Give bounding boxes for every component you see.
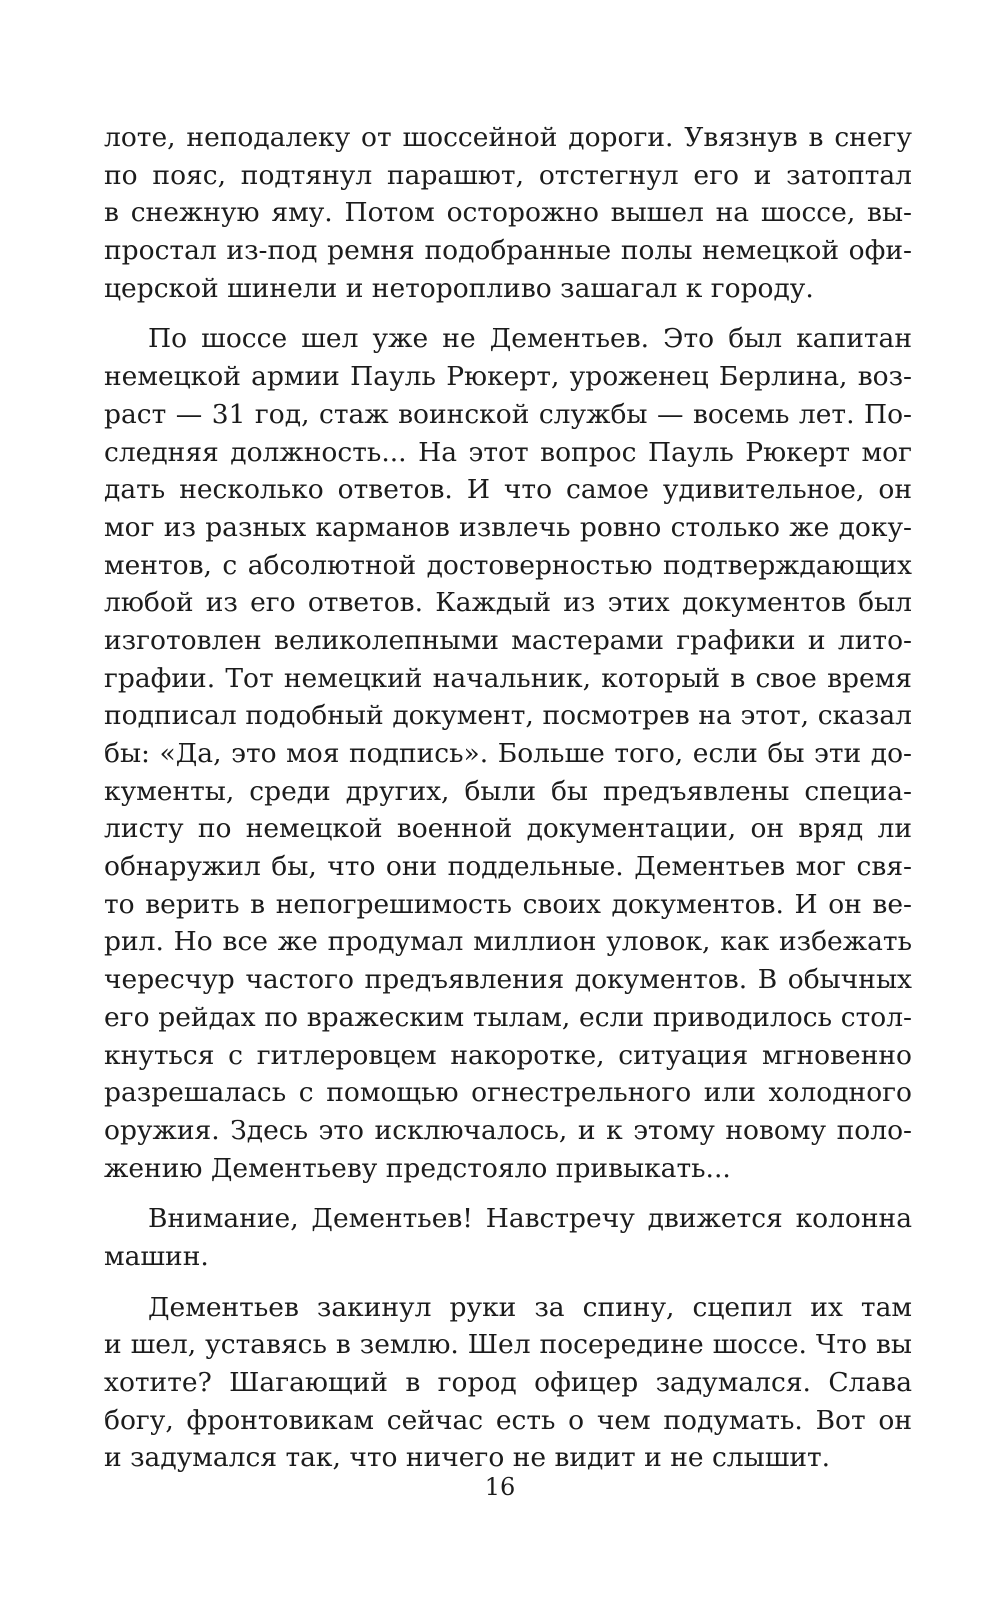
text-line: жению Дементьеву предстояло привыкать... [104,1152,731,1184]
text-line: изготовлен великолепными мастерами графики и лито- [104,624,912,656]
text-line: Внимание, Дементьев! Навстречу движется колонна [148,1203,912,1235]
page-number: 16 [484,1473,516,1501]
text-line: разрешалась с помощью огнестрельного или холодного [104,1077,912,1109]
text-line: ментов, с абсолютной достоверностью подтверждающих [104,549,912,581]
text-line: кументы, среди других, были бы предъявлены специа- [104,775,912,807]
text-line: Дементьев закинул руки за спину, сцепил их там [148,1291,912,1323]
text-line: листу по немецкой военной документации, он вряд ли [104,813,912,845]
text-line: хотите? Шагающий в город офицер задумался. Слава [104,1367,912,1398]
text-line: рил. Но все же продумал миллион уловок, как избежать [104,926,912,958]
text-line: следняя должность... На этот вопрос Пауль Рюкерт мог [104,436,912,468]
text-line: то верить в непогрешимость своих документов. И он ве- [104,888,912,920]
text-line: раст — 31 год, стаж воинской службы — восемь лет. По- [104,398,912,430]
text-line: и задумался так, что ничего не видит и не слышит. [104,1442,831,1474]
text-line: бы: «Да, это моя подпись». Больше того, если бы эти до- [104,738,912,769]
text-line: графии. Тот немецкий начальник, который в свое время [104,662,912,694]
text-line: и шел, уставясь в землю. Шел посередине шоссе. Что вы [104,1329,912,1361]
text-line: любой из его ответов. Каждый из этих документов был [104,587,912,619]
text-line: богу, фронтовикам сейчас есть о чем подумать. Вот он [104,1404,912,1436]
text-line: мог из разных карманов извлечь ровно столько же доку- [104,511,912,543]
text-line: немецкой армии Пауль Рюкерт, уроженец Берлина, воз- [104,361,912,393]
text-line: подписал подобный документ, посмотрев на этот, сказал [104,700,912,732]
text-line: по пояс, подтянул парашют, отстегнул его и затоптал [104,159,912,191]
text-line: По шоссе шел уже не Дементьев. Это был капитан [148,323,912,355]
body-text [104,119,912,1477]
text-line: кнуться с гитлеровцем накоротке, ситуация мгновенно [104,1039,912,1071]
text-line: в снежную яму. Потом осторожно вышел на шоссе, вы- [104,197,912,229]
text-line: оружия. Здесь это исключалось, и к этому новому поло- [104,1114,912,1146]
text-line: его рейдах по вражеским тылам, если приводилось стол- [104,1001,912,1033]
text-line: лоте, неподалеку от шоссейной дороги. Увязнув в снегу [104,122,912,153]
text-line: обнаружил бы, что они поддельные. Дементьев мог свя- [104,851,912,883]
text-line: дать несколько ответов. И что самое удивительное, он [104,474,912,506]
text-line: машин. [104,1240,209,1272]
text-line: чересчур частого предъявления документов. В обычных [104,964,912,996]
text-line: простал из-под ремня подобранные полы немецкой офи- [104,235,912,267]
text-line: церской шинели и неторопливо зашагал к городу. [104,272,814,304]
